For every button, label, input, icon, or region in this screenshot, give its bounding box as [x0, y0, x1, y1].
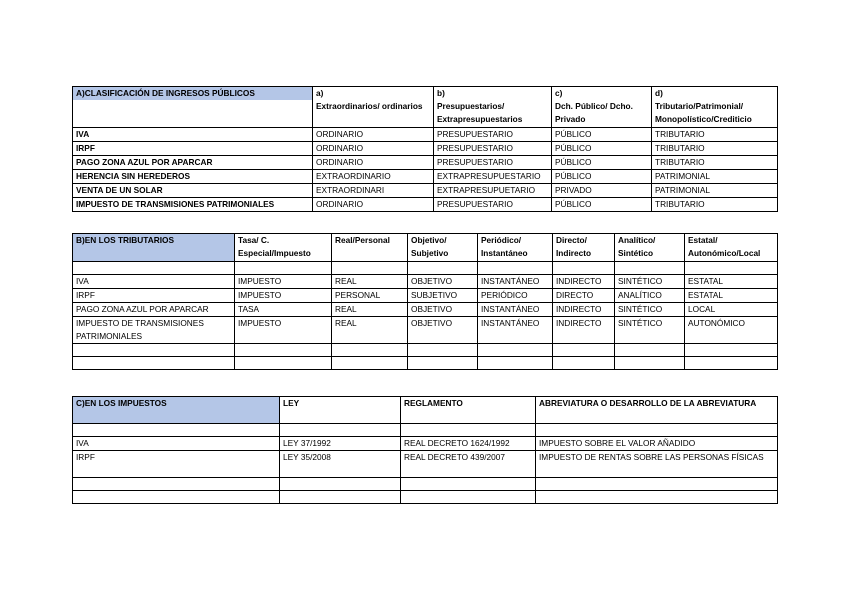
- table-cell: REAL DECRETO 439/2007: [401, 451, 536, 478]
- table-cell: INDIRECTO: [553, 275, 615, 289]
- empty-cell: [235, 357, 332, 370]
- table-cell: DIRECTO: [553, 289, 615, 303]
- table-cell: INDIRECTO: [553, 303, 615, 317]
- table-cell: SINTÉTICO: [615, 275, 685, 289]
- table-cell: HERENCIA SIN HEREDEROS: [73, 169, 313, 183]
- table-cell: INSTANTÁNEO: [478, 317, 553, 344]
- table-row: [73, 303, 778, 317]
- table-impuestos: [72, 396, 778, 504]
- table-cell: IMPUESTO: [235, 275, 332, 289]
- table-cell: OBJETIVO: [408, 275, 478, 289]
- table-a-header: Tributario/Patrimonial/ Monopolístico/Crediticio: [652, 100, 778, 127]
- empty-cell: [615, 262, 685, 275]
- table-cell: ANALÍTICO: [615, 289, 685, 303]
- empty-cell: [615, 357, 685, 370]
- table-row: [73, 197, 778, 211]
- table-cell: TRIBUTARIO: [652, 127, 778, 141]
- table-cell: PRESUPUESTARIO: [434, 155, 552, 169]
- table-c-title: C)EN LOS IMPUESTOS: [73, 397, 280, 424]
- table-row-empty: [73, 478, 778, 491]
- table-cell: TASA: [235, 303, 332, 317]
- table-cell: ORDINARIO: [313, 155, 434, 169]
- table-row: [73, 155, 778, 169]
- table-b-header: Periódico/ Instantáneo: [478, 234, 553, 262]
- table-b-header: Objetivo/ Subjetivo: [408, 234, 478, 262]
- table-cell: TRIBUTARIO: [652, 155, 778, 169]
- table-cell: IVA: [73, 275, 235, 289]
- empty-cell: [73, 344, 235, 357]
- table-row-empty: [73, 344, 778, 357]
- empty-cell: [685, 344, 778, 357]
- empty-cell: [478, 344, 553, 357]
- table-b-title: B)EN LOS TRIBUTARIOS: [73, 234, 235, 262]
- table-row: [73, 141, 778, 155]
- table-tributarios: [72, 233, 778, 370]
- table-row-empty: [73, 424, 778, 437]
- empty-cell: [536, 478, 778, 491]
- empty-cell: [408, 357, 478, 370]
- table-c-header: LEY: [280, 397, 401, 424]
- table-row-empty: [73, 491, 778, 504]
- table-a-title: A)CLASIFICACIÓN DE INGRESOS PÚBLICOS: [73, 87, 313, 101]
- empty-cell: [73, 491, 280, 504]
- table-cell: IVA: [73, 127, 313, 141]
- empty-cell: [73, 100, 313, 127]
- table-cell: IMPUESTO: [235, 289, 332, 303]
- table-cell: PRIVADO: [552, 183, 652, 197]
- empty-cell: [553, 262, 615, 275]
- table-cell: TRIBUTARIO: [652, 197, 778, 211]
- table-b-header: Real/Personal: [332, 234, 408, 262]
- empty-cell: [401, 491, 536, 504]
- table-cell: PÚBLICO: [552, 127, 652, 141]
- empty-cell: [73, 424, 280, 437]
- empty-cell: [73, 262, 235, 275]
- empty-cell: [536, 424, 778, 437]
- table-row: [73, 183, 778, 197]
- table-cell: AUTONÓMICO: [685, 317, 778, 344]
- table-cell: EXTRAORDINARIO: [313, 169, 434, 183]
- table-cell: EXTRAORDINARI: [313, 183, 434, 197]
- table-cell: SINTÉTICO: [615, 317, 685, 344]
- table-c-header: ABREVIATURA O DESARROLLO DE LA ABREVIATURA: [536, 397, 778, 424]
- table-cell: PÚBLICO: [552, 141, 652, 155]
- table-cell: ORDINARIO: [313, 141, 434, 155]
- table-cell: IVA: [73, 437, 280, 451]
- table-cell: IMPUESTO SOBRE EL VALOR AÑADIDO: [536, 437, 778, 451]
- empty-cell: [478, 262, 553, 275]
- empty-cell: [332, 262, 408, 275]
- table-cell: PÚBLICO: [552, 169, 652, 183]
- table-cell: VENTA DE UN SOLAR: [73, 183, 313, 197]
- table-cell: PATRIMONIAL: [652, 169, 778, 183]
- table-cell: IMPUESTO DE RENTAS SOBRE LAS PERSONAS FÍSICAS: [536, 451, 778, 478]
- table-cell: PRESUPUESTARIO: [434, 197, 552, 211]
- table-cell: IRPF: [73, 451, 280, 478]
- table-a-letter: d): [652, 87, 778, 101]
- empty-cell: [401, 478, 536, 491]
- empty-cell: [401, 424, 536, 437]
- table-cell: REAL: [332, 317, 408, 344]
- table-cell: LEY 35/2008: [280, 451, 401, 478]
- empty-cell: [73, 478, 280, 491]
- table-c-header: REGLAMENTO: [401, 397, 536, 424]
- table-a-header: Dch. Público/ Dcho. Privado: [552, 100, 652, 127]
- table-a-letter: a): [313, 87, 434, 101]
- empty-cell: [408, 344, 478, 357]
- table-cell: PRESUPUESTARIO: [434, 127, 552, 141]
- table-cell: PAGO ZONA AZUL POR APARCAR: [73, 155, 313, 169]
- table-cell: TRIBUTARIO: [652, 141, 778, 155]
- table-cell: IRPF: [73, 141, 313, 155]
- table-row: [73, 275, 778, 289]
- table-row: [73, 289, 778, 303]
- table-cell: REAL: [332, 303, 408, 317]
- table-a-letter: b): [434, 87, 552, 101]
- table-row: [73, 317, 778, 344]
- table-row-empty: [73, 357, 778, 370]
- table-cell: PERSONAL: [332, 289, 408, 303]
- table-cell: IMPUESTO DE TRANSMISIONES PATRIMONIALES: [73, 197, 313, 211]
- empty-cell: [280, 491, 401, 504]
- table-cell: OBJETIVO: [408, 303, 478, 317]
- table-cell: PAGO ZONA AZUL POR APARCAR: [73, 303, 235, 317]
- table-cell: INDIRECTO: [553, 317, 615, 344]
- table-row: [73, 451, 778, 478]
- table-cell: PÚBLICO: [552, 155, 652, 169]
- table-cell: EXTRAPRESUPUETARIO: [434, 183, 552, 197]
- table-cell: EXTRAPRESUPUESTARIO: [434, 169, 552, 183]
- empty-cell: [615, 344, 685, 357]
- table-cell: SUBJETIVO: [408, 289, 478, 303]
- table-row: [73, 437, 778, 451]
- table-cell: PÚBLICO: [552, 197, 652, 211]
- empty-cell: [553, 344, 615, 357]
- table-row: [73, 127, 778, 141]
- table-cell: ESTATAL: [685, 289, 778, 303]
- empty-cell: [536, 491, 778, 504]
- empty-cell: [408, 262, 478, 275]
- table-clasificacion-ingresos: [72, 86, 778, 212]
- table-cell: PERIÓDICO: [478, 289, 553, 303]
- table-cell: SINTÉTICO: [615, 303, 685, 317]
- table-cell: ORDINARIO: [313, 197, 434, 211]
- empty-cell: [685, 262, 778, 275]
- table-b-header: Tasa/ C. Especial/Impuesto: [235, 234, 332, 262]
- table-cell: INSTANTÁNEO: [478, 275, 553, 289]
- table-cell: LEY 37/1992: [280, 437, 401, 451]
- empty-cell: [685, 357, 778, 370]
- table-cell: PATRIMONIAL: [652, 183, 778, 197]
- empty-cell: [553, 357, 615, 370]
- table-b-header: Directo/ Indirecto: [553, 234, 615, 262]
- table-row-empty: [73, 262, 778, 275]
- table-b-header: Estatal/ Autonómico/Local: [685, 234, 778, 262]
- table-cell: REAL DECRETO 1624/1992: [401, 437, 536, 451]
- empty-cell: [478, 357, 553, 370]
- table-cell: IMPUESTO: [235, 317, 332, 344]
- table-cell: REAL: [332, 275, 408, 289]
- table-cell: ESTATAL: [685, 275, 778, 289]
- table-cell: PRESUPUESTARIO: [434, 141, 552, 155]
- empty-cell: [280, 424, 401, 437]
- table-cell: IRPF: [73, 289, 235, 303]
- table-b-header: Analítico/ Sintético: [615, 234, 685, 262]
- table-row: [73, 169, 778, 183]
- table-cell: LOCAL: [685, 303, 778, 317]
- empty-cell: [280, 478, 401, 491]
- empty-cell: [332, 357, 408, 370]
- empty-cell: [332, 344, 408, 357]
- table-cell: ORDINARIO: [313, 127, 434, 141]
- table-cell: IMPUESTO DE TRANSMISIONES PATRIMONIALES: [73, 317, 235, 344]
- table-a-letter: c): [552, 87, 652, 101]
- empty-cell: [235, 344, 332, 357]
- table-cell: OBJETIVO: [408, 317, 478, 344]
- empty-cell: [235, 262, 332, 275]
- table-a-header: Presupuestarios/ Extrapresupuestarios: [434, 100, 552, 127]
- empty-cell: [73, 357, 235, 370]
- table-a-header: Extraordinarios/ ordinarios: [313, 100, 434, 127]
- table-cell: INSTANTÁNEO: [478, 303, 553, 317]
